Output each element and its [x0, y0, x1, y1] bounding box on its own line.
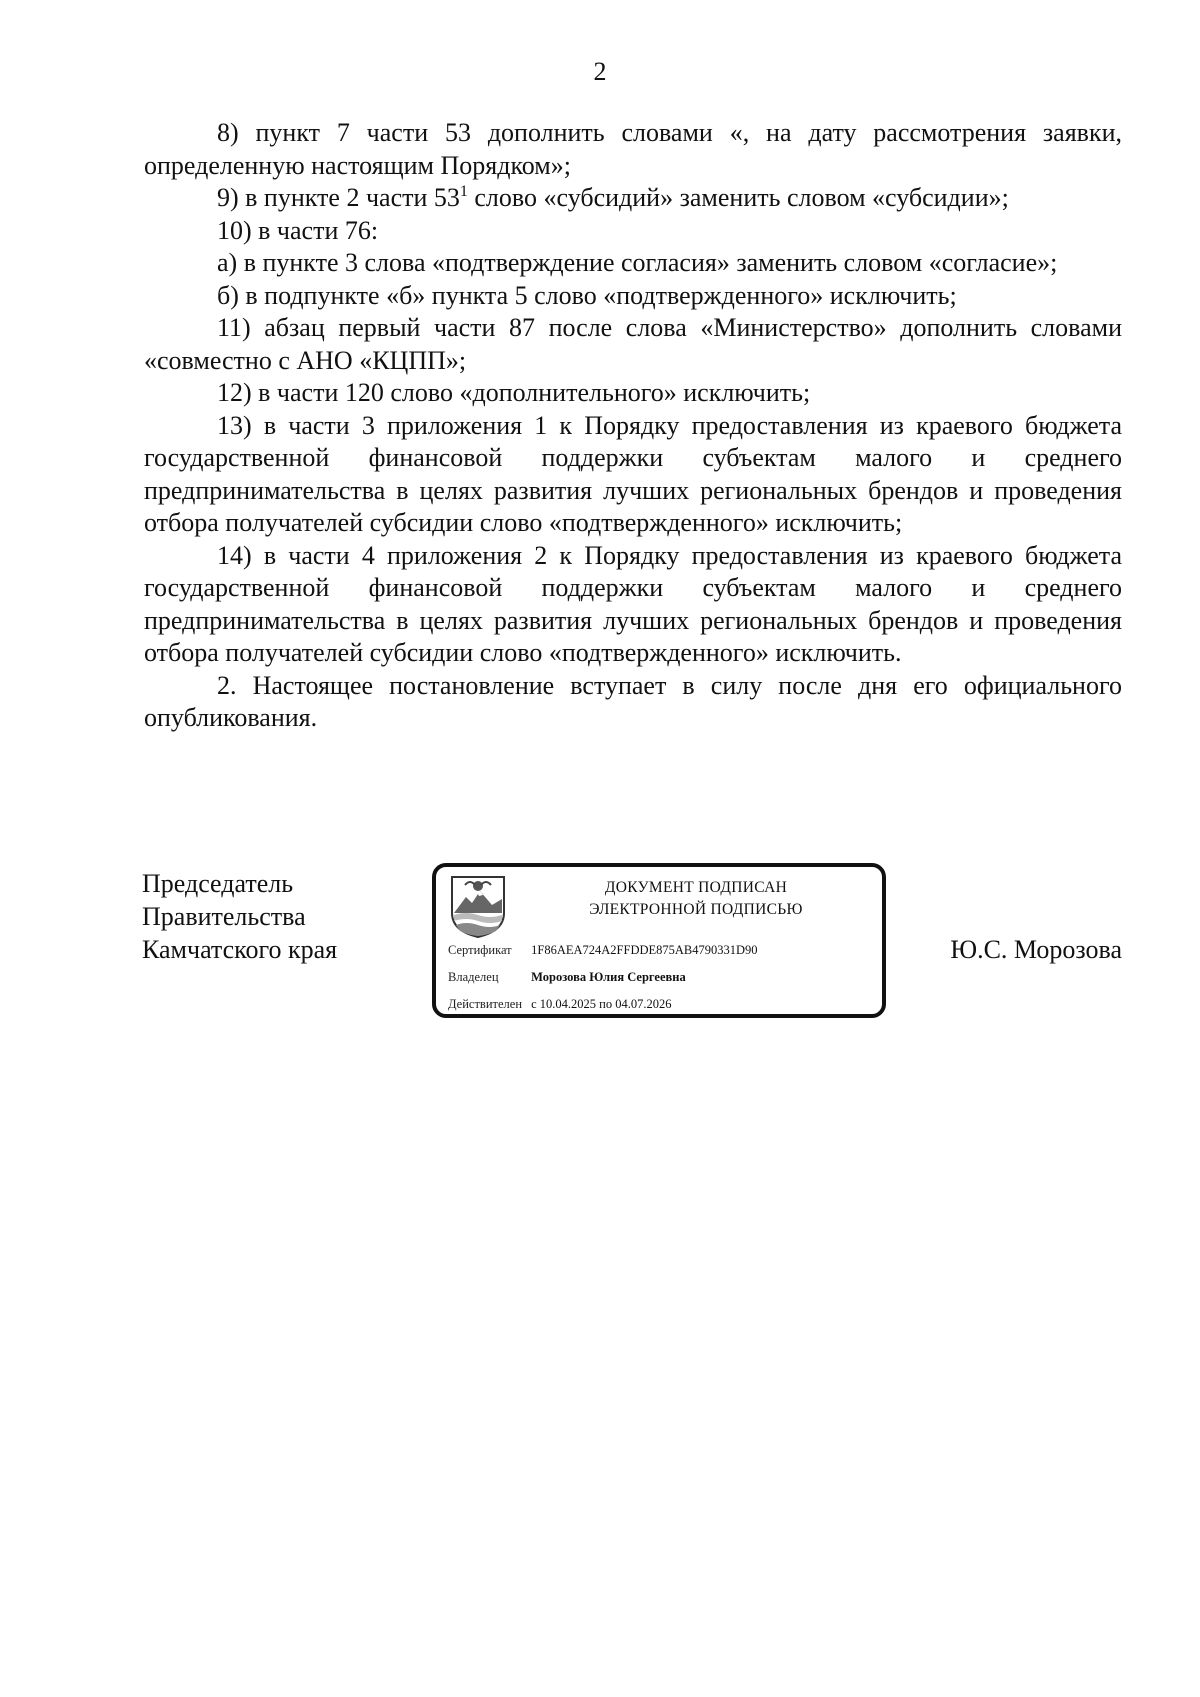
signer-position-line: Камчатского края: [142, 935, 338, 964]
signer-position-line: Председатель: [142, 869, 294, 898]
stamp-title: [516, 877, 876, 921]
kamchatka-emblem-icon: [448, 873, 508, 939]
paragraph-item-10b: б) в подпункте «б» пункта 5 слово «подтвержденного» исключить;: [217, 280, 957, 310]
paragraph-text: 9) в пункте 2 части 53: [217, 183, 460, 212]
valid-label: Действителен: [448, 997, 523, 1011]
stamp-title-line: ЭЛЕКТРОННОЙ ПОДПИСЬЮ: [589, 901, 803, 918]
paragraph-text: слово «субсидий» заменить словом «субсидии»;: [467, 183, 1009, 212]
stamp-validity-row: [448, 996, 672, 1012]
paragraph-item-9: [144, 182, 1122, 215]
valid-value: с 10.04.2025 по 04.07.2026: [531, 997, 672, 1011]
superscript: 1: [459, 183, 468, 200]
paragraph-item-14: 14) в части 4 приложения 2 к Порядку предоставления из краевого бюджета государственной финансовой поддержки субъектам малого и среднего предпринимательства в целях развития лучших региональных брендов и проведения отбора получателей субсидии слово «подтвержденного» исключить.: [144, 540, 1122, 667]
paragraph-item-8: 8) пункт 7 части 53 дополнить словами «, на дату рассмотрения заявки, определенную настоящим Порядком»;: [144, 118, 1122, 180]
owner-value: Морозова Юлия Сергеевна: [531, 970, 686, 984]
paragraph-item-13: 13) в части 3 приложения 1 к Порядку предоставления из краевого бюджета государственной финансовой поддержки субъектам малого и среднего предпринимательства в целях развития лучших региональных брендов и проведения отбора получателей субсидии слово «подтвержденного» исключить;: [144, 410, 1122, 537]
stamp-title-line: ДОКУМЕНТ ПОДПИСАН: [604, 879, 788, 896]
owner-label: Владелец: [448, 970, 499, 984]
page-number: 2: [593, 57, 607, 86]
stamp-certificate-row: [448, 942, 758, 958]
stamp-owner-row: [448, 969, 686, 985]
certificate-label: Сертификат: [448, 943, 512, 957]
document-body: [144, 117, 1122, 735]
signer-position-line: Правительства: [142, 902, 306, 931]
paragraph-item-10a: а) в пункте 3 слова «подтверждение согласия» заменить словом «согласие»;: [217, 248, 1058, 277]
signer-position: [142, 867, 337, 966]
paragraph-item-12: 12) в части 120 слово «дополнительного» исключить;: [217, 378, 811, 407]
paragraph-item-11: 11) абзац первый части 87 после слова «Министерство» дополнить словами «совместно с АНО «КЦПП»;: [144, 313, 1122, 375]
paragraph-item-effective-date: 2. Настоящее постановление вступает в силу после дня его официального опубликования.: [144, 670, 1122, 732]
signer-name: Ю.С. Морозова: [950, 935, 1122, 964]
e-signature-stamp: [432, 863, 886, 1018]
paragraph-item-10: 10) в части 76:: [217, 215, 379, 245]
certificate-value: 1F86AEA724A2FFDDE875AB4790331D90: [531, 943, 758, 957]
